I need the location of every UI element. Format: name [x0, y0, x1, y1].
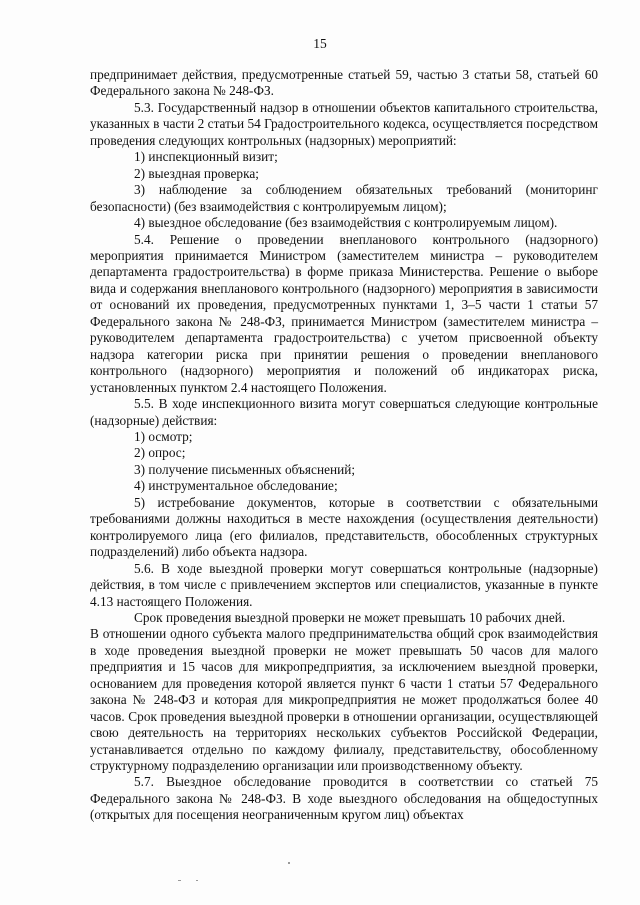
paragraph-5-6: 5.6. В ходе выездной проверки могут совершаться контрольные (надзорные) действия, в том числе с привлечением экспертов или специалистов, указанные в пункте 4.13 настоящего Положения.	[90, 560, 598, 609]
list-item: 4) выездное обследование (без взаимодействия с контролируемым лицом).	[134, 215, 558, 231]
paragraph-5-3: 5.3. Государственный надзор в отношении объектов капитального строительства, указанных в части 2 статьи 54 Градостроительного кодекса, осуществляется посредством проведения следующих контрольных (надзорных) мероприятий:	[90, 99, 598, 148]
list-item: 5) истребование документов, которые в соответствии с обязательными требованиями должны находиться в месте нахождения (осуществления деятельности) контролируемого лица (его филиалов, представительств, обособленных структурных подразделений) либо объекта надзора.	[90, 494, 598, 560]
page-number: 15	[313, 36, 327, 51]
list-item: 3) наблюдение за соблюдением обязательных требований (мониторинг безопасности) (без взаимодействия с контролируемым лицом);	[90, 182, 598, 214]
list-item: 2) опрос;	[134, 445, 186, 461]
list-item: 4) инструментальное обследование;	[134, 478, 338, 494]
paragraph-5-5: 5.5. В ходе инспекционного визита могут совершаться следующие контрольные (надзорные) действия:	[90, 396, 598, 428]
paragraph-5-4: 5.4. Решение о проведении внепланового контрольного (надзорного) мероприятия принимается Министром (заместителем министра – руководителем департамента градостроительства) в форме приказа Министерства. Решение о выборе вида и содержания внепланового контрольного (надзорного) мероприятия в зависимости от оснований их проведения, предусмотренных пунктами 1, 3–5 части 1 статьи 57 Федерального закона № 248-ФЗ, принимается Министром (заместителем министра – руководителем департамента градостроительства) с учетом присвоенной объекту надзора категории риска при принятии решения о проведении внепланового контрольного (надзорного) мероприятия и положений об индикаторах риска, установленных пунктом 2.4 настоящего Положения.	[90, 231, 598, 395]
list-item: 1) осмотр;	[134, 428, 193, 444]
scan-artifact-dot	[196, 880, 198, 881]
paragraph-5-7: 5.7. Выездное обследование проводится в соответствии со статьей 75 Федерального закона № 248-ФЗ. В ходе выездного обследования на общедоступных (открытых для посещения неограниченным кругом лиц) объектах	[90, 774, 598, 823]
document-body	[90, 67, 598, 824]
list-item: 1) инспекционный визит;	[134, 149, 278, 165]
scan-artifact-dot	[178, 880, 181, 881]
list-item: 2) выездная проверка;	[134, 165, 259, 181]
paragraph-term: Срок проведения выездной проверки не может превышать 10 рабочих дней.	[134, 609, 566, 625]
scan-artifact-dot	[288, 862, 290, 864]
list-item: 3) получение письменных объяснений;	[134, 461, 356, 477]
paragraph-small-business: В отношении одного субъекта малого предпринимательства общий срок взаимодействия в ходе проведения выездной проверки не может превышать 50 часов для малого предприятия и 15 часов для микропредприятия, за исключением выездной проверки, основанием для проведения которой является пункт 6 части 1 статьи 57 Федерального закона № 248-ФЗ и которая для микропредприятия не может продолжаться более 40 часов. Срок проведения выездной проверки в отношении организации, осуществляющей свою деятельность на территориях нескольких субъектов Российской Федерации, устанавливается отдельно по каждому филиалу, представительству, обособленному структурному подразделению организации или производственному объекту.	[90, 626, 598, 774]
paragraph-continuation: предпринимает действия, предусмотренные статьей 59, частью 3 статьи 58, статьей 60 Федерального закона № 248-ФЗ.	[90, 67, 598, 99]
